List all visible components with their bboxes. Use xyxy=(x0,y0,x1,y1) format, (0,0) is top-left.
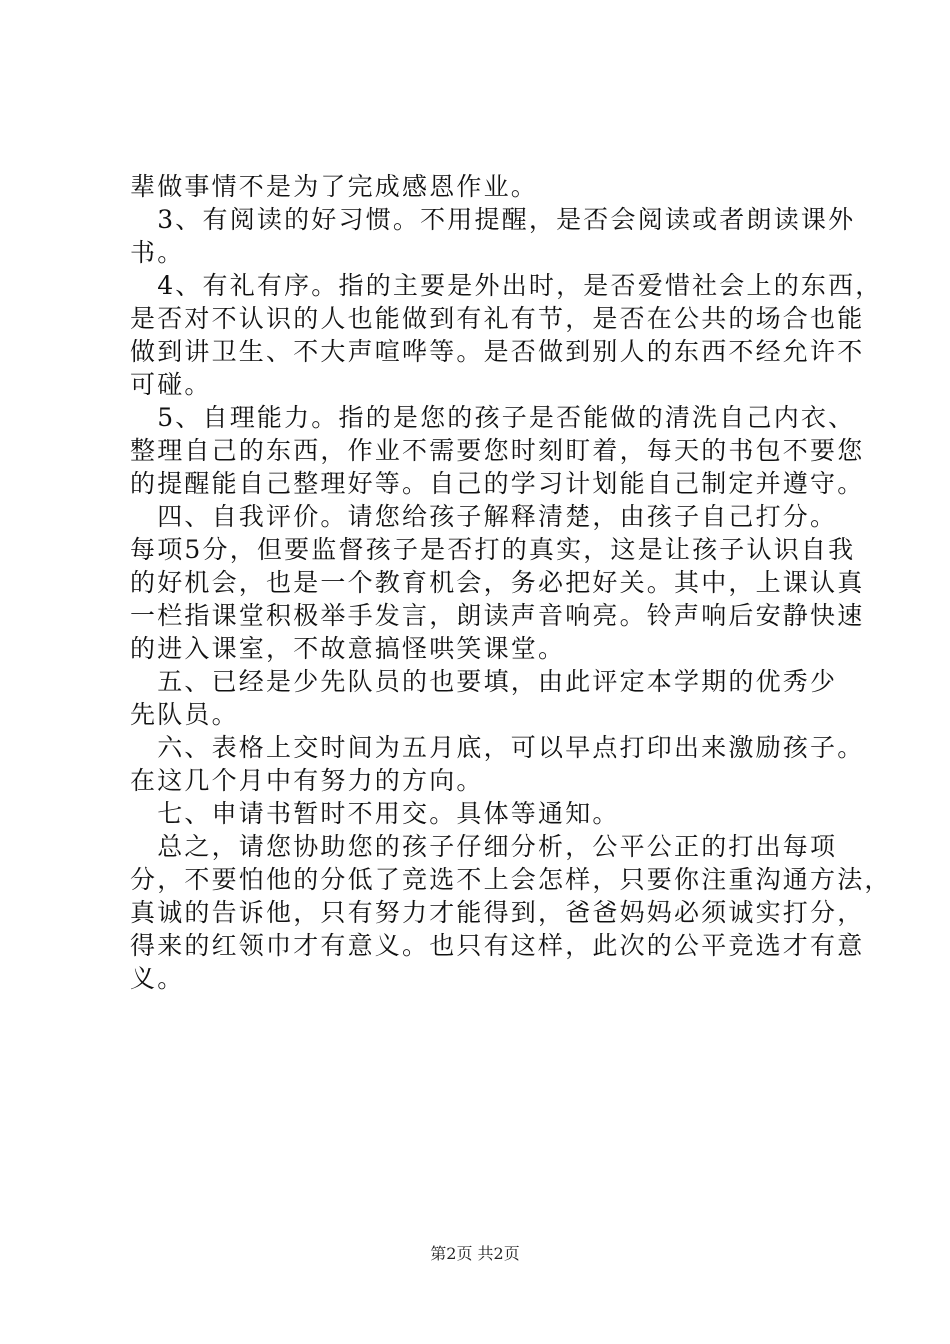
page-number-label: 第2页 共2页 xyxy=(430,1244,520,1263)
text-line: 是否对不认识的人也能做到有礼有节，是否在公共的场合也能 xyxy=(130,304,865,333)
text-line: 可碰。 xyxy=(130,370,212,399)
text-line: 整理自己的东西，作业不需要您时刻盯着，每天的书包不要您 xyxy=(130,436,865,465)
text-line: 六、表格上交时间为五月底，可以早点打印出来激励孩子。 xyxy=(130,733,865,762)
text-line: 的提醒能自己整理好等。自己的学习计划能自己制定并遵守。 xyxy=(130,469,865,498)
document-body xyxy=(130,170,892,995)
text-line: 五、已经是少先队员的也要填，由此评定本学期的优秀少 xyxy=(130,667,838,696)
text-line: 辈做事情不是为了完成感恩作业。 xyxy=(130,172,539,201)
text-line: 每项5分，但要监督孩子是否打的真实，这是让孩子认识自我 xyxy=(130,535,856,564)
text-line: 七、申请书暂时不用交。具体等通知。 xyxy=(130,799,620,828)
text-line: 真诚的告诉他，只有努力才能得到，爸爸妈妈必须诚实打分， xyxy=(130,898,865,927)
text-line: 书。 xyxy=(130,238,185,267)
text-line: 做到讲卫生、不大声喧哗等。是否做到别人的东西不经允许不 xyxy=(130,337,865,366)
text-line: 4、有礼有序。指的主要是外出时，是否爱惜社会上的东西， xyxy=(130,271,883,300)
text-line: 的进入课室，不故意搞怪哄笑课堂。 xyxy=(130,634,566,663)
text-line: 总之，请您协助您的孩子仔细分析，公平公正的打出每项 xyxy=(130,832,838,861)
text-line: 的好机会，也是一个教育机会，务必把好关。其中，上课认真 xyxy=(130,568,865,597)
text-line: 四、自我评价。请您给孩子解释清楚，由孩子自己打分。 xyxy=(130,502,838,531)
text-line: 5、自理能力。指的是您的孩子是否能做的清洗自己内衣、 xyxy=(130,403,856,432)
page-footer xyxy=(0,1244,950,1264)
text-line: 3、有阅读的好习惯。不用提醒，是否会阅读或者朗读课外 xyxy=(130,205,856,234)
text-line: 分，不要怕他的分低了竞选不上会怎样，只要你注重沟通方法， xyxy=(130,865,892,894)
text-line: 一栏指课堂积极举手发言，朗读声音响亮。铃声响后安静快速 xyxy=(130,601,865,630)
text-line: 义。 xyxy=(130,964,185,993)
text-line: 在这几个月中有努力的方向。 xyxy=(130,766,484,795)
text-line: 得来的红领巾才有意义。也只有这样，此次的公平竞选才有意 xyxy=(130,931,865,960)
text-line: 先队员。 xyxy=(130,700,239,729)
